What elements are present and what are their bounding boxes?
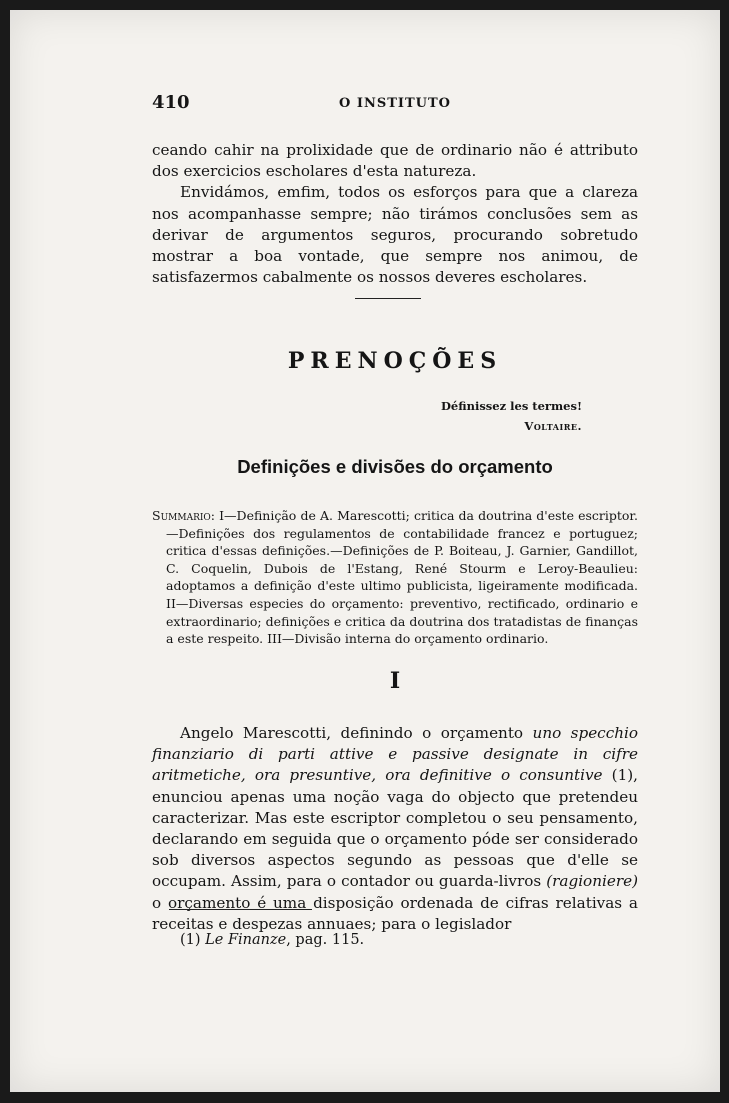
body-run: o orçamento é uma disposição ordenada de cifras relativas a receitas e despezas annuaes; para o legislador (152, 893, 638, 933)
epigraph (441, 396, 582, 436)
body-run: Angelo Marescotti, definindo o orçamento (180, 724, 533, 742)
italic-quote: uno specchio finanziario di parti attive e passive designate in cifre aritmetiche, ora presuntive, ora definitive o consuntive (152, 724, 638, 785)
body-run: (1), enunciou apenas uma noção vaga do objecto que pretendeu caracterizar. Mas este escriptor completou o seu pensamento, declarando em seguida que o orçamento póde ser considerado sob diversos aspectos segundo as pessoas que d'elle se occupam. Assim, para o contador ou guarda-livros (152, 766, 638, 891)
body-text (152, 723, 638, 935)
paragraph: ceando cahir na prolixidade que de ordinario não é attributo dos exercicios escholares d'esta natureza. (152, 141, 638, 181)
paragraph (152, 723, 638, 935)
epigraph-quote: Définissez les termes! (440, 399, 582, 413)
section-divider (355, 298, 421, 299)
running-header (152, 92, 638, 120)
epigraph-author: Voltaire. (524, 419, 582, 433)
chapter-numeral: I (389, 668, 401, 694)
italic-term: (ragioniere) (546, 872, 638, 891)
footnote-work: Le Finanze (205, 932, 287, 948)
footnote-rule (169, 909, 312, 910)
summary-label: Summario: (152, 508, 215, 523)
paragraph: Envidámos, emfim, todos os esforços para que a clareza nos acompanhasse sempre; não tirámos conclusões sem as derivar de argumentos seguros, procurando sobretudo mostrar a boa vontade, que sempre nos animou, de satisfazermos cabalmente os nossos deveres escholares. (152, 183, 638, 287)
book-page (10, 10, 720, 1092)
chapter-summary (152, 507, 638, 648)
footnote-marker: (1) (180, 932, 201, 948)
opening-text (152, 140, 638, 288)
section-subtitle: Definições e divisões do orçamento (237, 456, 553, 477)
running-title: O INSTITUTO (339, 96, 451, 111)
summary-text: I—Definição de A. Marescotti; critica da doutrina d'este escriptor.—Definições dos regulamentos de contabilidade francez e portuguez; critica d'essas definições.—Definições de P. Boiteau, J. Garnier, Gandillot, C. Coquelin, Dubois de l'Estang, René Stourm e Leroy-Beaulieu: adoptamos a definição d'este ultimo publicista, ligeiramente modificada. II—Diversas especies do orçamento: preventivo, rectificado, ordinario e extraordinario; definições e critica da doutrina dos tratadistas de finanças a este respeito. III—Divisão interna do orçamento ordinario. (166, 508, 638, 647)
page-number: 410 (152, 92, 190, 113)
footnote-ref: , pag. 115. (286, 932, 365, 948)
footnote (180, 932, 364, 948)
section-title: PRENOÇÕES (287, 348, 503, 374)
